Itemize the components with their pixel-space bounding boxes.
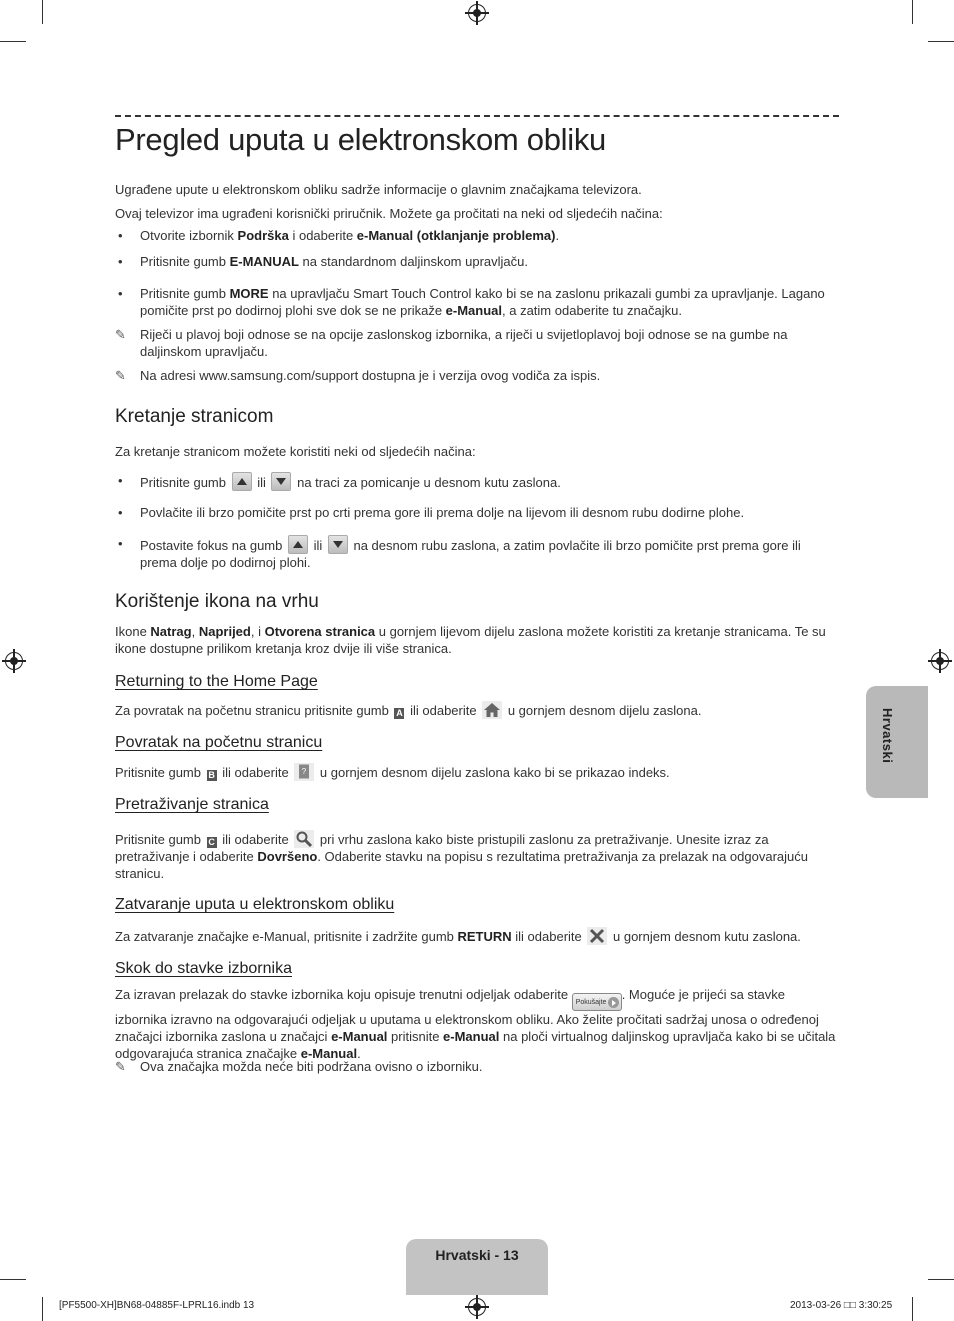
crop-mark bbox=[0, 41, 26, 42]
list-item: Pritisnite gumb ili na traci za pomicanje u desnom kutu zaslona. bbox=[140, 472, 840, 491]
crop-mark bbox=[912, 0, 913, 24]
crop-mark bbox=[0, 1279, 26, 1280]
crop-mark bbox=[928, 1279, 954, 1280]
registration-mark-icon bbox=[931, 652, 949, 670]
play-icon bbox=[608, 997, 619, 1008]
list-item: Pritisnite gumb E-MANUAL na standardnom daljinskom upravljaču. bbox=[140, 254, 528, 269]
bullet-icon: • bbox=[118, 505, 123, 520]
search-icon bbox=[294, 830, 314, 848]
index-icon bbox=[294, 763, 314, 781]
crop-mark bbox=[42, 0, 43, 24]
try-now-button: Pokušajte bbox=[572, 993, 622, 1011]
section-paragraph: Ikone Natrag, Naprijed, i Otvorena stranica u gornjem lijevom dijelu zaslona možete koristiti za kretanje stranicama. Te su ikone dostupne prilikom kretanja kroz dvije ili više stranica. bbox=[115, 624, 826, 656]
crop-mark bbox=[912, 1297, 913, 1321]
note-text: Riječi u plavoj boji odnose se na opcije zaslonskog izbornika, a riječi u svijetloplavoj boji odnose se na gumbe na daljinskom upravljaču. bbox=[140, 327, 788, 359]
crop-mark bbox=[928, 41, 954, 42]
list-item: Povlačite ili brzo pomičite prst po crti prema gore ili prema dolje na lijevom ili desnom rubu dodirne plohe. bbox=[140, 505, 745, 520]
scroll-up-icon bbox=[232, 472, 252, 491]
scroll-up-icon bbox=[288, 535, 308, 554]
page-number-tab: Hrvatski - 13 bbox=[406, 1239, 548, 1295]
subsection-heading: Pretraživanje stranica bbox=[115, 796, 269, 813]
bullet-icon: • bbox=[118, 536, 123, 551]
section-heading: Kretanje stranicom bbox=[115, 406, 274, 427]
svg-text:?: ? bbox=[302, 767, 307, 776]
scroll-down-icon bbox=[328, 535, 348, 554]
list-item: Postavite fokus na gumb ili na desnom rubu zaslona, a zatim povlačite ili brzo pomičite prst prema gore ili prema dolje po dodirnoj plohi. bbox=[140, 535, 840, 571]
bullet-icon: • bbox=[118, 228, 123, 243]
pencil-note-icon: ✎ bbox=[115, 1059, 126, 1074]
note-text: Ova značajka možda neće biti podržana ovisno o izborniku. bbox=[140, 1059, 483, 1074]
subsection-paragraph: Za povratak na početnu stranicu pritisnite gumb A ili odaberite u gornjem desnom dijelu zaslona. bbox=[115, 703, 702, 718]
pencil-note-icon: ✎ bbox=[115, 368, 126, 383]
bullet-icon: • bbox=[118, 473, 123, 488]
subsection-heading: Skok do stavke izbornika bbox=[115, 960, 292, 977]
title-divider bbox=[115, 115, 839, 117]
subsection-paragraph: Pritisnite gumb C ili odaberite pri vrhu zaslona kako biste pristupili zaslonu za pretraživanje. Unesite izraz za pretraživanje i odaberite Dovršeno. Odaberite stavku na popisu s rezultatima pretraživanja za prelazak na odgovarajuću stranicu. bbox=[115, 832, 808, 881]
subsection-paragraph: Za izravan prelazak do stavke izbornika koju opisuje trenutni odjeljak odaberite Pokušajte . Moguće je prijeći sa stavke izbornika izravno na odgovarajući odjeljak u uputama u elektronskom obliku. Ako želite pročitati sadržaj unosa o određenoj značajci izbornika zaslona u značajci e-Manual pritisnite e-Manual na ploči virtualnog daljinskog upravljača kako bi se učitala odgovarajuća stranica značajke e-Manual. bbox=[115, 987, 836, 1061]
footer-file-info: [PF5500-XH]BN68-04885F-LPRL16.indb 13 bbox=[59, 1300, 255, 1311]
subsection-heading: Povratak na početnu stranicu bbox=[115, 734, 323, 751]
intro-paragraph: Ugrađene upute u elektronskom obliku sadrže informacije o glavnim značajkama televizora. bbox=[115, 182, 642, 197]
list-item: Otvorite izbornik Podrška i odaberite e-Manual (otklanjanje problema). bbox=[140, 228, 560, 243]
pencil-note-icon: ✎ bbox=[115, 327, 126, 342]
bullet-icon: • bbox=[118, 286, 123, 301]
key-b-icon: B bbox=[208, 770, 215, 780]
subsection-paragraph: Pritisnite gumb B ili odaberite ? u gornjem desnom dijelu zaslona kako bi se prikazao indeks. bbox=[115, 765, 670, 780]
section-heading: Korištenje ikona na vrhu bbox=[115, 591, 319, 612]
home-icon bbox=[482, 701, 502, 719]
page-title: Pregled uputa u elektronskom obliku bbox=[115, 122, 606, 157]
close-icon bbox=[587, 927, 607, 945]
bullet-icon: • bbox=[118, 254, 123, 269]
subsection-heading: Returning to the Home Page bbox=[115, 673, 318, 690]
registration-mark-icon bbox=[468, 1298, 486, 1316]
list-item: Pritisnite gumb MORE na upravljaču Smart Touch Control kako bi se na zaslonu prikazali gumbi za upravljanje. Lagano pomičite prst po dodirnoj plohi sve dok se ne prikaže e-Manual, a zatim odaberite tu značajku. bbox=[140, 286, 825, 318]
language-side-tab: Hrvatski bbox=[866, 686, 928, 798]
scroll-down-icon bbox=[271, 472, 291, 491]
section-paragraph: Za kretanje stranicom možete koristiti neki od sljedećih načina: bbox=[115, 444, 476, 459]
registration-mark-icon bbox=[468, 4, 486, 22]
note-text: Na adresi www.samsung.com/support dostupna je i verzija ovog vodiča za ispis. bbox=[140, 368, 601, 383]
crop-mark bbox=[42, 1297, 43, 1321]
subsection-paragraph: Za zatvaranje značajke e-Manual, pritisnite i zadržite gumb RETURN ili odaberite u gornjem desnom kutu zaslona. bbox=[115, 929, 801, 944]
registration-mark-icon bbox=[5, 652, 23, 670]
intro-paragraph: Ovaj televizor ima ugrađeni korisnički priručnik. Možete ga pročitati na neki od sljedećih načina: bbox=[115, 206, 663, 221]
key-a-icon: A bbox=[396, 708, 403, 718]
footer-timestamp: 2013-03-26 □□ 3:30:25 bbox=[790, 1300, 893, 1311]
subsection-heading: Zatvaranje uputa u elektronskom obliku bbox=[115, 896, 395, 913]
key-c-icon: C bbox=[208, 837, 215, 847]
